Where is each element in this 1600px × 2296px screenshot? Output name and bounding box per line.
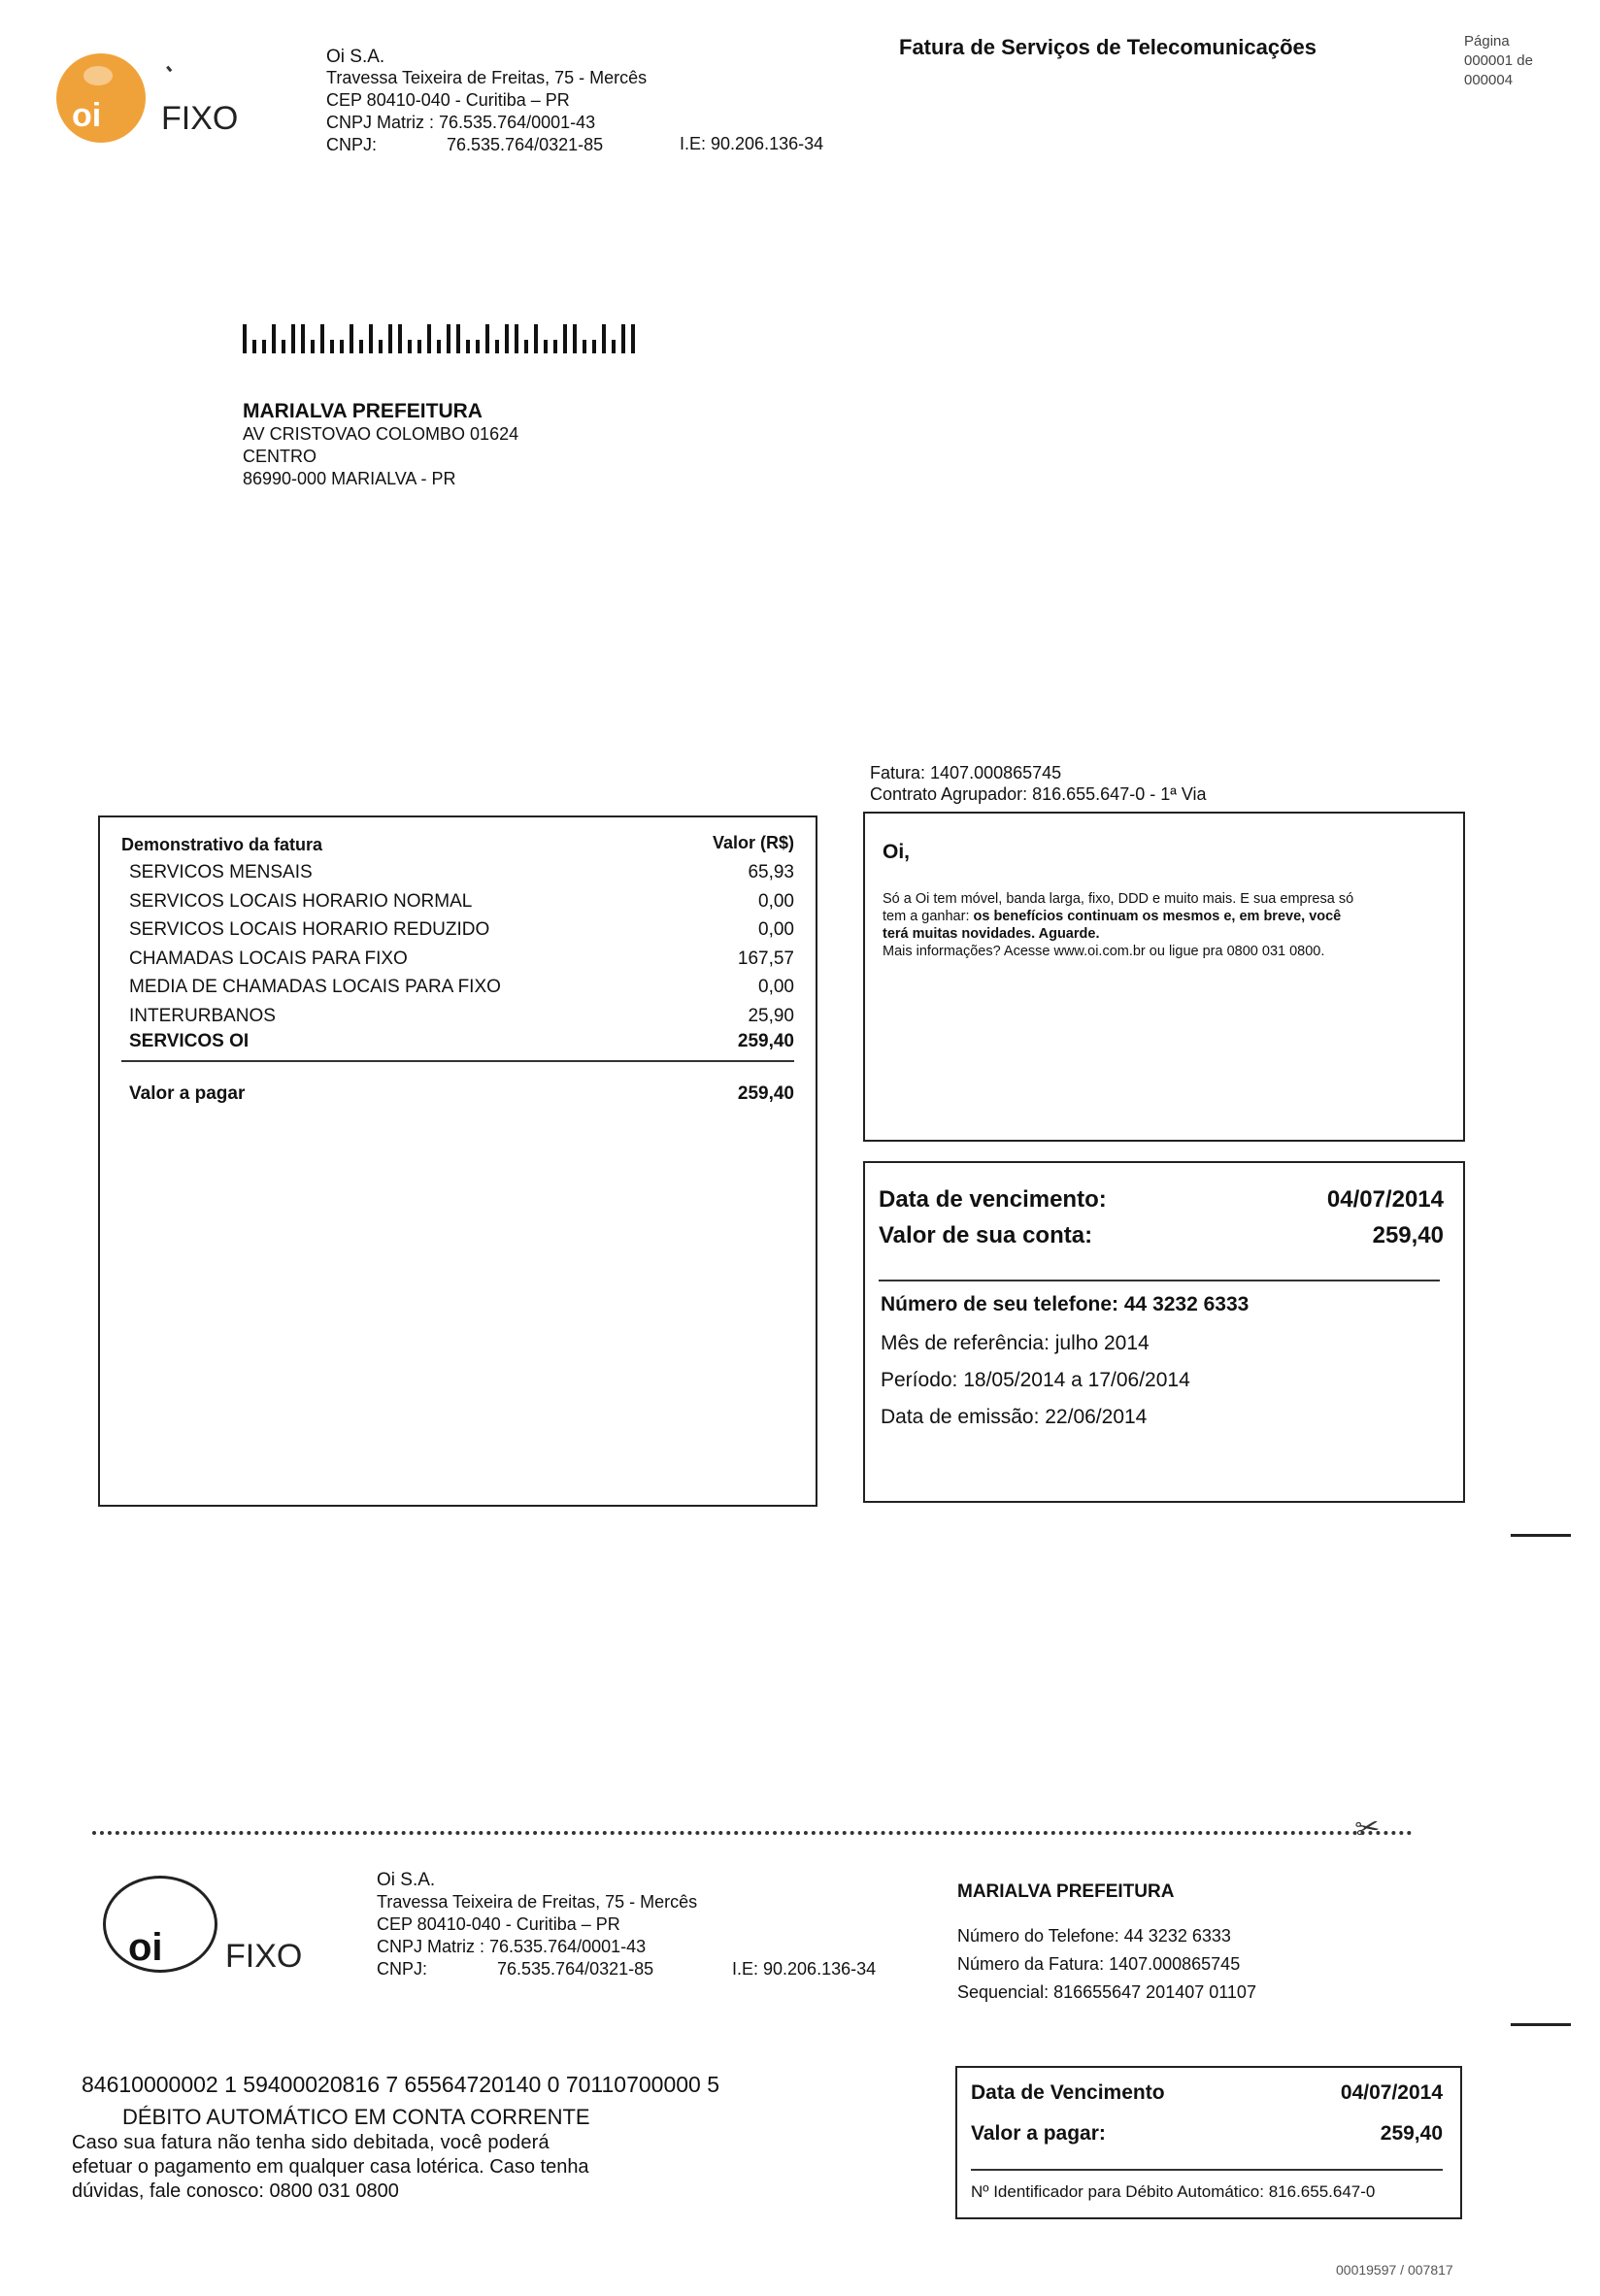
logo-tick-icon: [166, 62, 177, 72]
statement-row-value: 25,90: [748, 1005, 794, 1026]
barcode-bar: [340, 340, 344, 353]
barcode-bar: [485, 324, 489, 353]
margin-mark: [1511, 1534, 1571, 1537]
statement-total-value: 259,40: [737, 1083, 794, 1104]
recipient-district: CENTRO: [243, 447, 317, 466]
stub-debit-id: Nº Identificador para Débito Automático: 816.655.647-0: [971, 2182, 1376, 2201]
statement-row-value: 0,00: [758, 977, 794, 997]
barcode-bar: [592, 340, 596, 353]
statement-value-header: Valor (R$): [712, 833, 794, 852]
scissors-icon: ✂: [1352, 1811, 1383, 1847]
stub-company-cnpj-label: CNPJ:: [377, 1959, 428, 1979]
summary-box: [863, 1161, 1465, 1503]
barcode-bar: [515, 324, 518, 353]
invoice-number: Fatura: 1407.000865745: [870, 763, 1062, 782]
barcode-bar: [524, 340, 528, 353]
statement-row: [100, 891, 816, 920]
due-date-label: Data de vencimento:: [879, 1186, 1107, 1213]
barcode-bar: [466, 340, 470, 353]
contract-number: Contrato Agrupador: 816.655.647-0 - 1ª Via: [870, 784, 1207, 804]
postal-barcode: [243, 324, 635, 353]
barcode-bar: [476, 340, 480, 353]
statement-row: [100, 862, 816, 891]
statement-subtotal-label: SERVICOS OI: [129, 1031, 250, 1051]
barcode-bar: [282, 340, 285, 353]
company-cnpj-value: 76.535.764/0321-85: [447, 135, 604, 154]
barcode-bar: [320, 324, 324, 353]
oi-fixo-label: FIXO: [161, 100, 239, 137]
barcode-bar: [359, 340, 363, 353]
stub-invoice-number: Número da Fatura: 1407.000865745: [957, 1954, 1241, 1974]
stub-amount-value: 259,40: [1380, 2122, 1443, 2145]
recipient-name: MARIALVA PREFEITURA: [243, 400, 483, 422]
stub-fixo-label: FIXO: [225, 1938, 303, 1975]
message-line-1: Só a Oi tem móvel, banda larga, fixo, DDD e muito mais. E sua empresa só: [883, 891, 1354, 907]
stub-company-cnpj-matriz: CNPJ Matriz : 76.535.764/0001-43: [377, 1937, 647, 1956]
barcode-bar: [505, 324, 509, 353]
message-line-3: terá muitas novidades. Aguarde.: [883, 926, 1100, 942]
company-address: Travessa Teixeira de Freitas, 75 - Mercês: [326, 68, 648, 87]
message-greeting: Oi,: [883, 841, 911, 863]
payment-barcode-digits: 84610000002 1 59400020816 7 65564720140 0 70110700000 5: [82, 2072, 720, 2097]
statement-row: [100, 977, 816, 1006]
document-title: Fatura de Serviços de Telecomunicações: [899, 35, 1317, 59]
barcode-bar: [427, 324, 431, 353]
barcode-bar: [447, 324, 450, 353]
message-box: [863, 812, 1465, 1142]
statement-row: [100, 1006, 816, 1035]
statement-box: [98, 815, 817, 1507]
barcode-bar: [291, 324, 295, 353]
barcode-bar: [612, 340, 616, 353]
stub-amount-label: Valor a pagar:: [971, 2122, 1106, 2145]
statement-row: [100, 919, 816, 948]
stub-company-name: Oi S.A.: [377, 1870, 436, 1890]
barcode-bar: [417, 340, 421, 353]
statement-row-label: SERVICOS LOCAIS HORARIO NORMAL: [129, 890, 473, 912]
statement-row-value: 65,93: [748, 862, 794, 882]
statement-total-row: [100, 1083, 816, 1113]
debit-text-line-1: Caso sua fatura não tenha sido debitada, você poderá: [72, 2132, 550, 2153]
statement-row: [100, 948, 816, 978]
company-ie: I.E: 90.206.136-34: [680, 134, 824, 153]
barcode-bar: [544, 340, 548, 353]
due-date-value: 04/07/2014: [1326, 1186, 1444, 1213]
barcode-bar: [243, 324, 247, 353]
stub-phone: Número do Telefone: 44 3232 6333: [957, 1926, 1231, 1946]
barcode-bar: [350, 324, 353, 353]
barcode-bar: [272, 324, 276, 353]
debit-text-line-2: efetuar o pagamento em qualquer casa lotérica. Caso tenha: [72, 2156, 589, 2178]
stub-logo-text: oi: [128, 1926, 163, 1969]
issue-date: Data de emissão: 22/06/2014: [881, 1406, 1148, 1428]
barcode-bar: [398, 324, 402, 353]
statement-total-label: Valor a pagar: [129, 1083, 246, 1104]
statement-subtotal-value: 259,40: [737, 1031, 794, 1051]
stub-due-value: 04/07/2014: [1340, 2081, 1443, 2104]
barcode-bar: [553, 340, 557, 353]
oi-logo-text: oi: [72, 97, 102, 134]
reference-month: Mês de referência: julho 2014: [881, 1332, 1150, 1354]
statement-title: Demonstrativo da fatura: [121, 835, 323, 854]
statement-row-value: 0,00: [758, 890, 794, 912]
barcode-bar: [456, 324, 460, 353]
billing-period: Período: 18/05/2014 a 17/06/2014: [881, 1369, 1190, 1391]
statement-divider: [121, 1060, 794, 1062]
cut-line: [92, 1831, 1413, 1835]
page-number: 000001 de: [1464, 52, 1533, 69]
message-line-2b: os benefícios continuam os mesmos e, em breve, você: [973, 909, 1342, 924]
statement-row-label: SERVICOS MENSAIS: [129, 862, 313, 882]
message-line-4: Mais informações? Acesse www.oi.com.br ou ligue pra 0800 031 0800.: [883, 944, 1325, 959]
company-cnpj-label: CNPJ:: [326, 135, 378, 154]
message-line-2a: tem a ganhar:: [883, 909, 974, 924]
barcode-bar: [369, 324, 373, 353]
statement-row-value: 167,57: [737, 948, 794, 969]
barcode-bar: [495, 340, 499, 353]
statement-row-value: 0,00: [758, 919, 794, 940]
phone-number: Número de seu telefone: 44 3232 6333: [881, 1293, 1250, 1315]
recipient-city: 86990-000 MARIALVA - PR: [243, 469, 456, 488]
margin-mark: [1511, 2023, 1571, 2026]
barcode-bar: [301, 324, 305, 353]
page-label: Página: [1464, 33, 1510, 50]
debit-title: DÉBITO AUTOMÁTICO EM CONTA CORRENTE: [122, 2105, 590, 2129]
footer-code: 00019597 / 007817: [1336, 2262, 1453, 2278]
barcode-bar: [252, 340, 256, 353]
barcode-bar: [602, 324, 606, 353]
stub-sequence: Sequencial: 816655647 201407 01107: [957, 1982, 1256, 2002]
amount-label: Valor de sua conta:: [879, 1222, 1093, 1248]
stub-company-cnpj-value: 76.535.764/0321-85: [497, 1959, 654, 1979]
barcode-bar: [534, 324, 538, 353]
stub-company-cep: CEP 80410-040 - Curitiba – PR: [377, 1914, 620, 1934]
stub-divider: [971, 2169, 1443, 2171]
barcode-bar: [388, 324, 392, 353]
stub-due-label: Data de Vencimento: [971, 2081, 1165, 2104]
summary-divider: [879, 1280, 1440, 1281]
barcode-bar: [621, 324, 625, 353]
barcode-bar: [583, 340, 586, 353]
statement-row-label: SERVICOS LOCAIS HORARIO REDUZIDO: [129, 919, 490, 940]
recipient-street: AV CRISTOVAO COLOMBO 01624: [243, 424, 519, 444]
barcode-bar: [573, 324, 577, 353]
barcode-bar: [631, 324, 635, 353]
stub-company-address: Travessa Teixeira de Freitas, 75 - Mercês: [377, 1892, 698, 1912]
debit-text-line-3: dúvidas, fale conosco: 0800 031 0800: [72, 2180, 399, 2202]
company-cnpj-matriz: CNPJ Matriz : 76.535.764/0001-43: [326, 113, 596, 132]
statement-row-label: CHAMADAS LOCAIS PARA FIXO: [129, 948, 408, 969]
stub-payment-box: [955, 2066, 1462, 2219]
statement-row-label: MEDIA DE CHAMADAS LOCAIS PARA FIXO: [129, 977, 501, 997]
company-name: Oi S.A.: [326, 47, 385, 67]
barcode-bar: [311, 340, 315, 353]
stub-company-ie: I.E: 90.206.136-34: [732, 1959, 877, 1979]
barcode-bar: [408, 340, 412, 353]
barcode-bar: [330, 340, 334, 353]
barcode-bar: [379, 340, 383, 353]
company-cep: CEP 80410-040 - Curitiba – PR: [326, 90, 570, 110]
barcode-bar: [262, 340, 266, 353]
barcode-bar: [563, 324, 567, 353]
barcode-bar: [437, 340, 441, 353]
stub-customer-name: MARIALVA PREFEITURA: [957, 1881, 1175, 1902]
page-total: 000004: [1464, 72, 1514, 88]
statement-row-label: INTERURBANOS: [129, 1005, 276, 1026]
statement-subtotal-row: [100, 1031, 816, 1060]
amount-value: 259,40: [1372, 1222, 1444, 1248]
